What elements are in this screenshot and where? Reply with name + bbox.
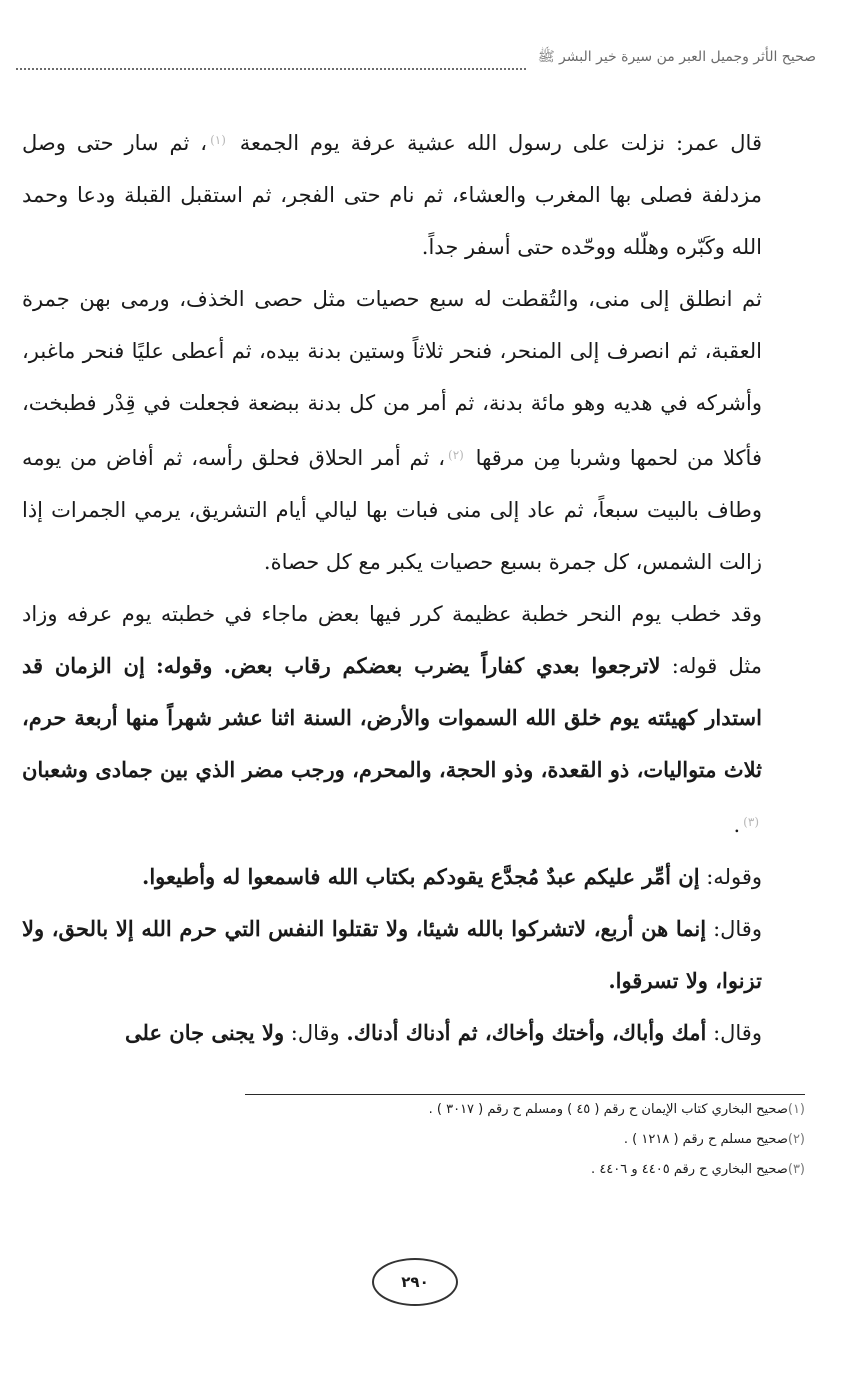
footnote-number: (٢)	[787, 1132, 805, 1147]
text-run: ثم انطلق إلى منى، والتُقطت له سبع حصيات مثل حصى الخذف، ورمى بهن جمرة العقبة، ثم انصرف إلى المنحر، فنحر ثلاثاً وستين بدنة بيده، ثم أعطى عليًا فنحر ماغبر، وأشركه في هديه وهو مائة بدنة، ثم أمر من كل بدنة ببضعة فجعلت في قِدْر فطبخت، فأكلا من لحمها وشربا مِن مرقها	[22, 287, 762, 470]
quote-bold: إن أمِّر عليكم عبدٌ مُجدَّع يقودكم بكتاب الله فاسمعوا له وأطيعوا.	[142, 864, 700, 889]
text-run: وقال:	[713, 1021, 762, 1045]
text-run: .	[733, 813, 741, 837]
page-number: ٢٩٠	[372, 1258, 458, 1306]
paragraph	[22, 1007, 800, 1059]
quote-bold: إنما هن أربع، لاتشركوا بالله شيئا، ولا تقتلوا النفس التي حرم الله إلا بالحق، ولا تزنوا، ولا تسرقوا.	[22, 916, 762, 993]
text-run: ، ثم أمر الحلاق فحلق رأسه، ثم أفاض من يومه وطاف بالبيت سبعاً، ثم عاد إلى منى فبات بها ليالي أيام التشريق، يرمي الجمرات إذا زالت الشمس، كل جمرة بسبع حصيات يكبر مع كل حصاة.	[22, 446, 762, 574]
footnote-number: (٣)	[787, 1162, 805, 1177]
footnote-item	[245, 1155, 805, 1185]
footnote-ref[interactable]: (٣)	[743, 815, 759, 829]
footnote-ref[interactable]: (٢)	[448, 448, 464, 462]
text-run: وقال:	[290, 1021, 340, 1045]
paragraph	[22, 903, 800, 1007]
footnote-item	[245, 1125, 805, 1155]
footnote-item	[245, 1095, 805, 1125]
paragraph	[22, 273, 800, 588]
text-run: ، ثم سار حتى وصل مزدلفة فصلى بها المغرب والعشاء، ثم نام حتى الفجر، ثم استقبل القبلة ودعا وحمد الله وكَبّره وهلّله ووحّده حتى أسفر جداً.	[22, 131, 762, 259]
text-run: وقوله:	[706, 865, 762, 889]
footnote-text: صحيح مسلم ح رقم ( ١٢١٨ ) .	[623, 1132, 788, 1147]
quote-bold: لاترجعوا بعدي كفاراً يضرب بعضكم رقاب بعض.	[223, 653, 661, 678]
quote-bold: ولا يجنى جان على	[125, 1020, 285, 1045]
footnote-text: صحيح البخاري ح رقم ٤٤٠٥ و ٤٤٠٦ .	[591, 1162, 788, 1177]
paragraph	[22, 851, 800, 903]
text-run: وقوله:	[155, 653, 213, 678]
paragraph	[22, 588, 800, 851]
footnote-ref[interactable]: (١)	[210, 133, 226, 147]
footnotes	[245, 1094, 805, 1185]
footnote-text: صحيح البخاري كتاب الإيمان ح رقم ( ٤٥ ) ومسلم ح رقم ( ٣٠١٧ ) .	[428, 1102, 788, 1117]
book-title: صحيح الأثر وجميل العبر من سيرة خير البشر ﷺ	[537, 49, 816, 65]
quote-bold: إن الزمان قد استدار كهيئته يوم خلق الله السموات والأرض، السنة اثنا عشر شهراً منها أربعة حرم، ثلاث متواليات، ذو القعدة، وذو الحجة، والمحرم، ورجب مضر الذي بين جمادى وشعبان	[22, 653, 762, 782]
quote-bold: أمك وأباك، وأختك وأخاك، ثم أدناك أدناك.	[346, 1020, 707, 1045]
main-text	[22, 114, 800, 1059]
text-run: قال عمر: نزلت على رسول الله عشية عرفة يوم الجمعة	[239, 131, 762, 155]
running-header	[16, 44, 816, 74]
footnote-number: (١)	[787, 1102, 805, 1117]
text-run: وقال:	[713, 917, 762, 941]
header-dotted-rule	[16, 68, 526, 70]
paragraph	[22, 114, 800, 273]
text-run: وقد خطب يوم النحر خطبة عظيمة كرر فيها بعض ماجاء في خطبته يوم عرفه وزاد مثل قوله:	[22, 602, 762, 678]
